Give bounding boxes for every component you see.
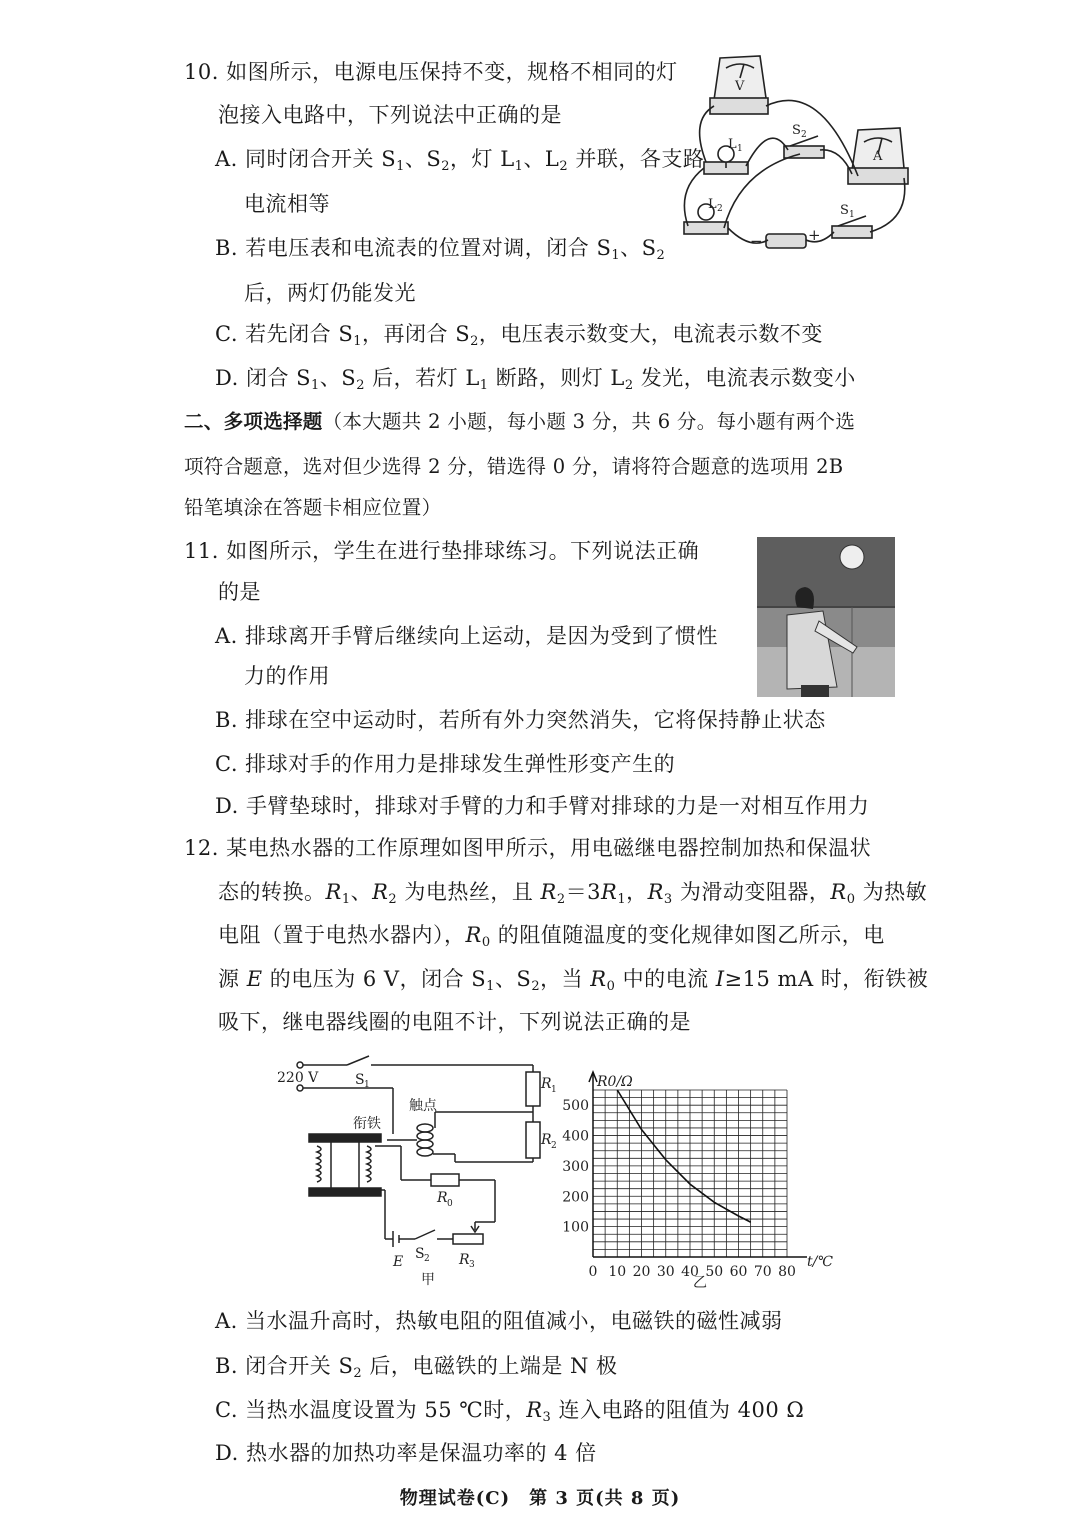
x-tick-label: 70 xyxy=(753,1264,772,1280)
svg-text:2: 2 xyxy=(551,1141,557,1151)
svg-text:1: 1 xyxy=(551,1085,557,1095)
q12-option-c: C. 当热水温度设置为 55 ℃时，$R_3$ 连入电路的阻值为 400 Ω xyxy=(215,1398,805,1425)
q10-stem-line1: 10. 如图所示，电源电压保持不变，规格不相同的灯 xyxy=(184,60,678,84)
svg-text:A: A xyxy=(873,149,883,164)
section2-line2: 项符合题意，选对但少选得 2 分，错选得 0 分，请将符合题意的选项用 2B xyxy=(184,455,844,478)
q12-stem-line1: 12. 某电热水器的工作原理如图甲所示，用电磁继电器控制加热和保温状 xyxy=(184,836,872,860)
x-tick-label: 20 xyxy=(632,1264,651,1280)
svg-text:1: 1 xyxy=(737,144,743,154)
x-tick-label: 50 xyxy=(705,1264,724,1280)
graph-caption: 乙 xyxy=(693,1275,707,1291)
q12-option-b: B. 闭合开关 $S_2$ 后，电磁铁的上端是 N 极 xyxy=(215,1354,618,1381)
battery-icon xyxy=(766,234,806,248)
q10-option-a: A. 同时闭合开关 $S_1$、$S_2$，灯 $L_1$、$L_2$ 并联，各支路 xyxy=(215,147,705,174)
section2-line1: 二、多项选择题（本大题共 2 小题，每小题 3 分，共 6 分。每小题有两个选 xyxy=(184,410,856,433)
resistor-r2 xyxy=(526,1122,540,1158)
svg-text:0: 0 xyxy=(447,1199,453,1209)
svg-text:2: 2 xyxy=(801,130,807,140)
q10-option-c: C. 若先闭合 $S_1$，再闭合 $S_2$，电压表示数变大，电流表示数不变 xyxy=(215,322,823,349)
x-tick-label: 60 xyxy=(729,1264,748,1280)
page-footer: 物理试卷(C) 第 3 页(共 8 页) xyxy=(399,1488,681,1509)
x-tick-label: 40 xyxy=(681,1264,699,1280)
svg-text:E: E xyxy=(393,1254,404,1270)
svg-text:S: S xyxy=(355,1072,365,1088)
svg-text:L: L xyxy=(728,137,737,152)
q11-option-b: B. 排球在空中运动时，若所有外力突然消失，它将保持静止状态 xyxy=(215,708,826,732)
svg-text:R: R xyxy=(541,1076,552,1092)
q12-graph-yi xyxy=(555,1062,845,1292)
svg-text:R: R xyxy=(459,1252,470,1268)
q10-option-d: D. 闭合 $S_1$、$S_2$ 后，若灯 $L_1$ 断路，则灯 $L_2$ 发光，电流表示数变小 xyxy=(215,366,856,393)
r0-curve xyxy=(617,1090,750,1222)
x-tick-label: 0 xyxy=(588,1264,598,1280)
section2-line3: 铅笔填涂在答题卡相应位置） xyxy=(184,496,442,519)
q11-stem-line1: 11. 如图所示，学生在进行垫排球练习。下列说法正确 xyxy=(184,539,700,563)
x-tick-label: 10 xyxy=(608,1264,627,1280)
y-tick-label: 300 xyxy=(562,1158,589,1175)
q10-stem-line2: 泡接入电路中，下列说法中正确的是 xyxy=(218,103,562,127)
electromagnet xyxy=(309,1134,381,1196)
svg-text:甲: 甲 xyxy=(421,1272,435,1288)
y-axis-label: R0/Ω xyxy=(597,1074,633,1090)
svg-text:−: − xyxy=(750,232,763,250)
x-tick-label: 30 xyxy=(656,1264,675,1280)
q10-circuit-figure xyxy=(680,50,920,260)
svg-text:衔铁: 衔铁 xyxy=(353,1116,381,1132)
q12-option-a: A. 当水温升高时，热敏电阻的阻值减小，电磁铁的磁性减弱 xyxy=(215,1309,783,1333)
svg-text:S: S xyxy=(840,203,849,218)
resistor-r0 xyxy=(431,1174,459,1186)
q12-stem-line2: 态的转换。$R_1$、$R_2$ 为电热丝，且 $R_2=3R_1$，$R_3$ 为滑动变阻器，$R_0$ 为热敏 xyxy=(218,880,928,907)
q11-option-a-cont: 力的作用 xyxy=(244,664,330,688)
y-tick-label: 400 xyxy=(562,1128,589,1145)
svg-text:3: 3 xyxy=(469,1260,475,1270)
svg-text:2: 2 xyxy=(424,1254,430,1264)
y-tick-label: 200 xyxy=(562,1189,589,1206)
contact-coil xyxy=(417,1124,433,1156)
svg-text:220 V: 220 V xyxy=(277,1070,319,1086)
q12-stem-line3: 电阻（置于电热水器内），$R_0$ 的阻值随温度的变化规律如图乙所示，电 xyxy=(218,923,885,950)
q12-circuit-jia xyxy=(275,1050,565,1290)
q12-option-d: D. 热水器的加热功率是保温功率的 4 倍 xyxy=(215,1441,597,1465)
x-axis-label: t/℃ xyxy=(807,1254,834,1270)
svg-text:2: 2 xyxy=(717,204,723,214)
resistor-r1 xyxy=(526,1072,540,1106)
svg-text:V: V xyxy=(735,79,745,94)
q11-option-a: A. 排球离开手臂后继续向上运动，是因为受到了惯性 xyxy=(215,624,719,648)
svg-text:L: L xyxy=(708,197,717,212)
svg-text:1: 1 xyxy=(364,1080,370,1090)
volleyball-icon xyxy=(840,545,864,569)
svg-text:S: S xyxy=(792,123,801,138)
q10-option-a-cont: 电流相等 xyxy=(244,192,330,216)
y-tick-label: 100 xyxy=(562,1219,589,1236)
q12-stem-line4: 源 E 的电压为 6 V，闭合 $S_1$、$S_2$，当 $R_0$ 中的电流 I≥15 mA 时，衔铁被 xyxy=(218,967,929,994)
svg-text:S: S xyxy=(415,1246,425,1262)
q10-option-b: B. 若电压表和电流表的位置对调，闭合 $S_1$、$S_2$ xyxy=(215,236,666,263)
q10-option-b-cont: 后，两灯仍能发光 xyxy=(244,281,416,305)
svg-text:R: R xyxy=(541,1132,552,1148)
x-tick-label: 80 xyxy=(778,1264,796,1280)
switch-s2 xyxy=(415,1230,435,1239)
q11-option-c: C. 排球对手的作用力是排球发生弹性形变产生的 xyxy=(215,752,676,776)
svg-text:R: R xyxy=(437,1190,448,1206)
svg-text:1: 1 xyxy=(849,210,855,220)
svg-text:+: + xyxy=(808,226,821,244)
rheostat-r3 xyxy=(453,1234,483,1244)
q11-stem-line2: 的是 xyxy=(218,580,261,604)
y-tick-label: 500 xyxy=(562,1098,589,1115)
q11-volleyball-photo xyxy=(757,537,895,697)
svg-text:触点: 触点 xyxy=(409,1098,437,1114)
switch-s1 xyxy=(347,1056,369,1065)
q11-option-d: D. 手臂垫球时，排球对手臂的力和手臂对排球的力是一对相互作用力 xyxy=(215,794,870,818)
q12-stem-line5: 吸下，继电器线圈的电阻不计，下列说法正确的是 xyxy=(218,1010,691,1034)
